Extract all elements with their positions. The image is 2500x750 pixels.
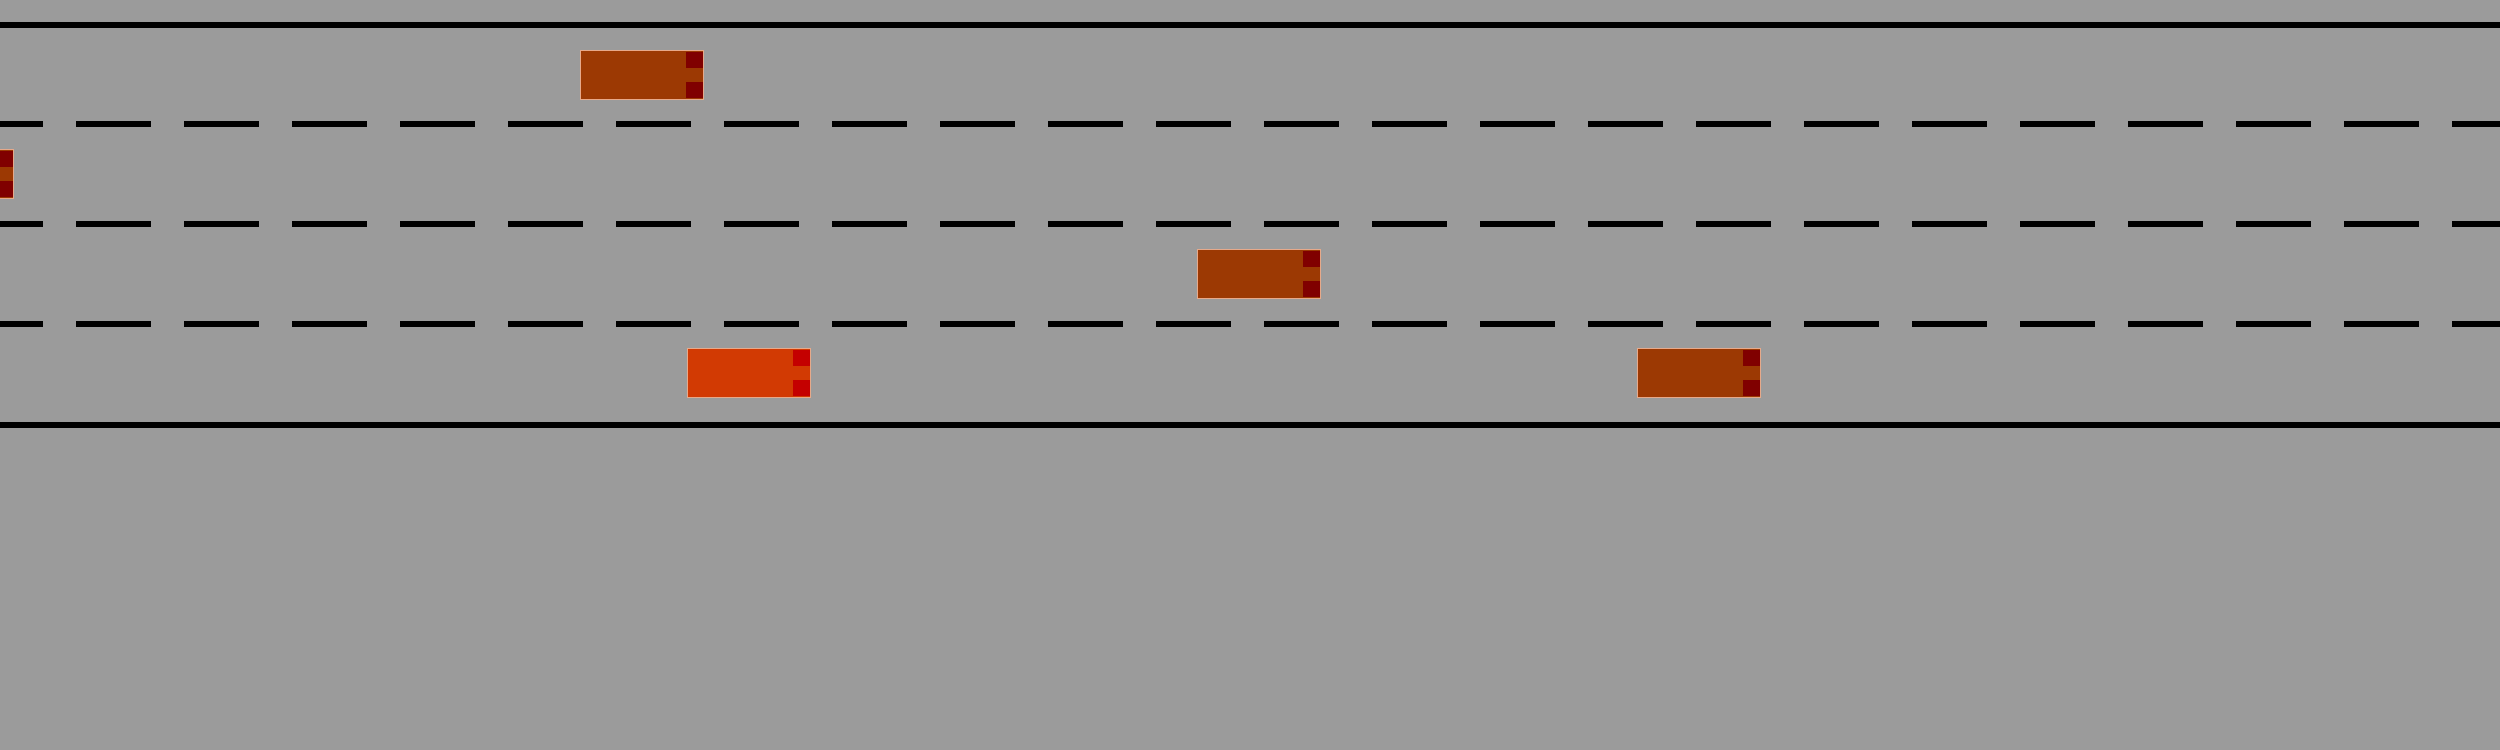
road-edge-bottom (0, 422, 2500, 428)
lane-divider-3 (0, 321, 2500, 327)
tail-light-icon (1743, 380, 1760, 396)
tail-light-icon (1303, 281, 1320, 297)
tail-light-icon (686, 82, 703, 98)
tail-light-icon (793, 380, 810, 396)
tail-light-icon (1303, 251, 1320, 267)
tail-light-icon (686, 52, 703, 68)
lane-divider-1 (0, 121, 2500, 127)
tail-light-icon (0, 151, 13, 167)
vehicle-other-lane-4 (1637, 348, 1761, 398)
lane-divider-2 (0, 221, 2500, 227)
vehicle-other-lane-3 (1197, 249, 1321, 299)
tail-light-icon (0, 181, 13, 197)
vehicle-other-lane-1 (580, 50, 704, 100)
tail-light-icon (793, 350, 810, 366)
vehicle-other-lane-2 (0, 149, 14, 199)
tail-light-icon (1743, 350, 1760, 366)
road-edge-top (0, 22, 2500, 28)
ego-vehicle (687, 348, 811, 398)
